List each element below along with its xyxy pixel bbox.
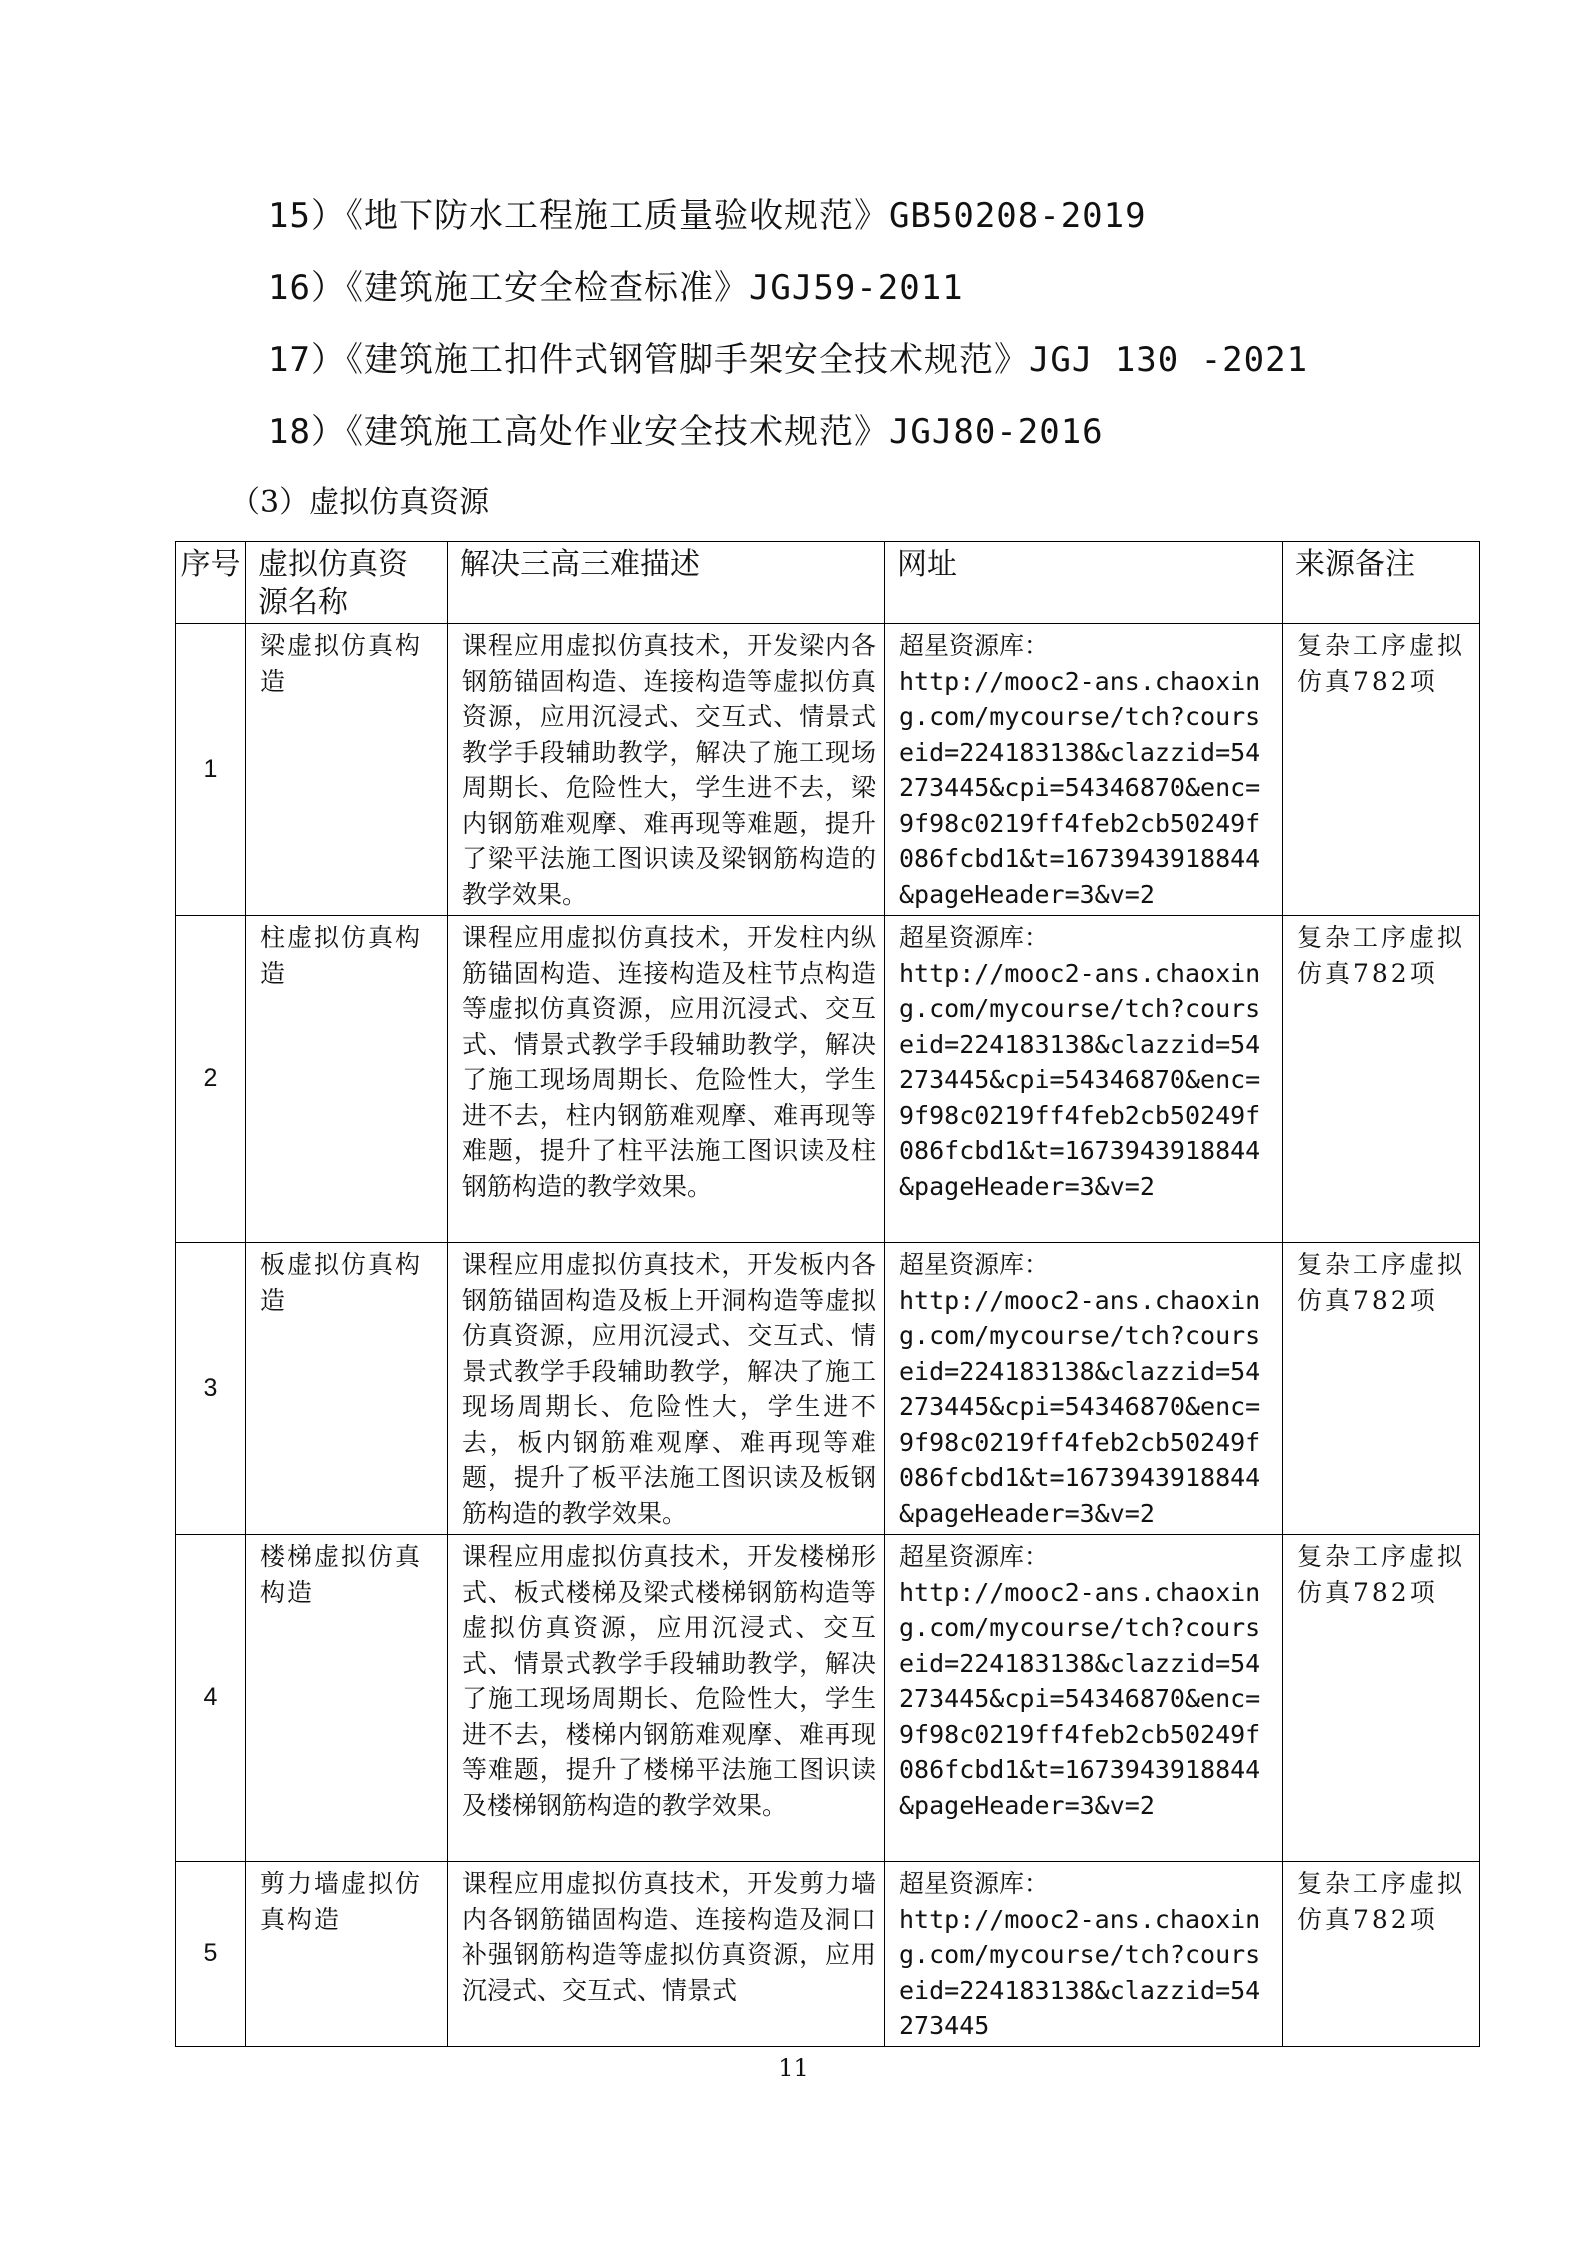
resource-name: 剪力墙虚拟仿真构造 [246,1862,448,2047]
header-url: 网址 [885,542,1283,624]
table-row [176,1862,1480,2047]
resource-name: 梁虚拟仿真构造 [246,624,448,916]
table-row [176,1535,1480,1862]
resource-url-cell [885,916,1283,1243]
reference-item: 15）《地下防水工程施工质量验收规范》GB50208-2019 [268,196,1147,236]
resource-url-cell [885,1243,1283,1535]
source-note: 复杂工序虚拟仿真782项 [1283,1243,1480,1535]
table-row [176,624,1480,916]
resource-name: 楼梯虚拟仿真构造 [246,1535,448,1862]
table-row [176,1243,1480,1535]
resource-description: 课程应用虚拟仿真技术，开发板内各钢筋锚固构造及板上开洞构造等虚拟仿真资源，应用沉浸式、交互式、情景式教学手段辅助教学，解决了施工现场周期长、危险性大，学生进不去，板内钢筋难观摩、难再现等难题，提升了板平法施工图识读及板钢筋构造的教学效果。 [448,1243,885,1535]
resource-description: 课程应用虚拟仿真技术，开发梁内各钢筋锚固构造、连接构造等虚拟仿真资源，应用沉浸式、交互式、情景式教学手段辅助教学，解决了施工现场周期长、危险性大，学生进不去，梁内钢筋难观摩、难再现等难题，提升了梁平法施工图识读及梁钢筋构造的教学效果。 [448,624,885,916]
resource-url-link[interactable]: http://mooc2-ans.chaoxing.com/mycourse/tch?courseid=224183138&clazzid=54273445&cpi=54346870&enc=9f98c0219ff4feb2cb50249f086fcbd1&t=1673943918844&pageHeader=3&v=2 [899,1577,1261,1820]
source-note: 复杂工序虚拟仿真782项 [1283,1535,1480,1862]
page-number: 11 [778,2054,809,2082]
resource-library-label: 超星资源库： [899,1542,1050,1571]
resource-library-label: 超星资源库： [899,923,1050,952]
resource-url-cell [885,1862,1283,2047]
source-note: 复杂工序虚拟仿真782项 [1283,916,1480,1243]
resource-url-cell [885,1535,1283,1862]
resource-url-cell [885,624,1283,916]
row-number: 2 [176,916,246,1243]
row-number: 5 [176,1862,246,2047]
resource-description: 课程应用虚拟仿真技术，开发楼梯形式、板式楼梯及梁式楼梯钢筋构造等虚拟仿真资源，应用沉浸式、交互式、情景式教学手段辅助教学，解决了施工现场周期长、危险性大，学生进不去，楼梯内钢筋难观摩、难再现等难题，提升了楼梯平法施工图识读及楼梯钢筋构造的教学效果。 [448,1535,885,1862]
table-row [176,916,1480,1243]
resource-url-link[interactable]: http://mooc2-ans.chaoxing.com/mycourse/tch?courseid=224183138&clazzid=54273445&cpi=54346870&enc=9f98c0219ff4feb2cb50249f086fcbd1&t=1673943918844&pageHeader=3&v=2 [899,958,1261,1201]
resource-library-label: 超星资源库： [899,1869,1050,1898]
header-source-note: 来源备注 [1283,542,1480,624]
resource-url-link[interactable]: http://mooc2-ans.chaoxing.com/mycourse/tch?courseid=224183138&clazzid=54273445&cpi=54346870&enc=9f98c0219ff4feb2cb50249f086fcbd1&t=1673943918844&pageHeader=3&v=2 [899,1285,1261,1528]
resource-url-link[interactable]: http://mooc2-ans.chaoxing.com/mycourse/tch?courseid=224183138&clazzid=54273445&cpi=54346870&enc=9f98c0219ff4feb2cb50249f086fcbd1&t=1673943918844&pageHeader=3&v=2 [899,666,1261,909]
row-number: 1 [176,624,246,916]
resource-url-link[interactable]: http://mooc2-ans.chaoxing.com/mycourse/tch?courseid=224183138&clazzid=54273445 [899,1904,1261,2040]
resource-description: 课程应用虚拟仿真技术，开发剪力墙内各钢筋锚固构造、连接构造及洞口补强钢筋构造等虚拟仿真资源，应用沉浸式、交互式、情景式 [448,1862,885,2047]
header-resource-name: 虚拟仿真资源名称 [246,542,448,624]
resource-name: 板虚拟仿真构造 [246,1243,448,1535]
header-description: 解决三高三难描述 [448,542,885,624]
reference-item: 17）《建筑施工扣件式钢管脚手架安全技术规范》JGJ 130 -2021 [268,340,1309,380]
source-note: 复杂工序虚拟仿真782项 [1283,1862,1480,2047]
resource-name: 柱虚拟仿真构造 [246,916,448,1243]
reference-item: 18）《建筑施工高处作业安全技术规范》JGJ80-2016 [268,412,1104,452]
resource-description: 课程应用虚拟仿真技术，开发柱内纵筋锚固构造、连接构造及柱节点构造等虚拟仿真资源，应用沉浸式、交互式、情景式教学手段辅助教学，解决了施工现场周期长、危险性大，学生进不去，柱内钢筋难观摩、难再现等难题，提升了柱平法施工图识读及柱钢筋构造的教学效果。 [448,916,885,1243]
resource-library-label: 超星资源库： [899,631,1050,660]
source-note: 复杂工序虚拟仿真782项 [1283,624,1480,916]
reference-item: 16）《建筑施工安全检查标准》JGJ59-2011 [268,268,964,308]
reference-list [268,186,1308,474]
row-number: 3 [176,1243,246,1535]
header-serial-number: 序号 [176,542,246,624]
virtual-simulation-resource-table [175,541,1480,2047]
section-title: （3）虚拟仿真资源 [230,485,490,520]
table-header-row [176,542,1480,624]
row-number: 4 [176,1535,246,1862]
resource-library-label: 超星资源库： [899,1250,1050,1279]
